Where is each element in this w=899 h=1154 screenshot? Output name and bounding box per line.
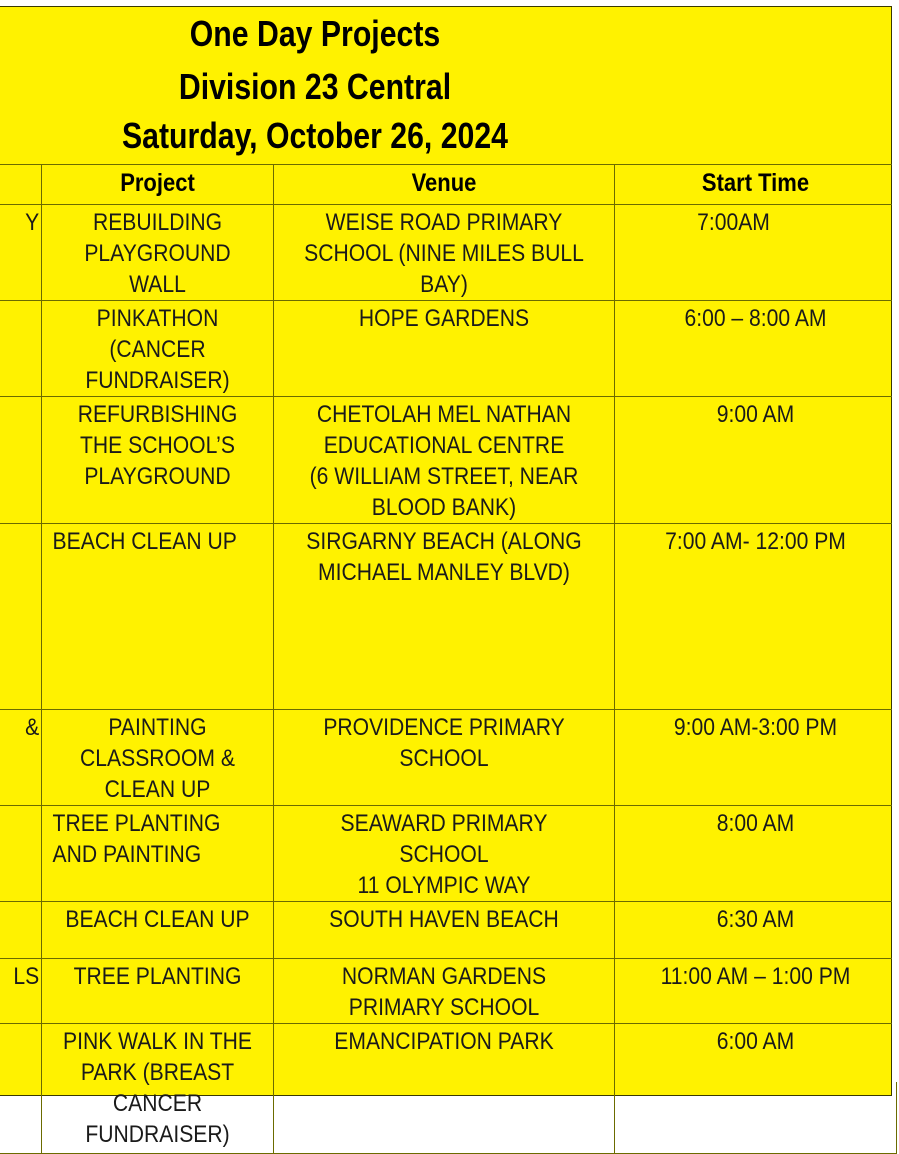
page-margin	[892, 0, 899, 1082]
table-row	[0, 902, 897, 959]
start-time-cell: 8:00 AM	[716, 810, 795, 837]
start-time-cell: 6:00 – 8:00 AM	[684, 305, 827, 332]
table-row	[0, 806, 897, 902]
row-cut-off-text	[0, 902, 41, 904]
project-cell: PINKATHON (CANCER FUNDRAISER)	[85, 305, 230, 394]
table-row	[0, 710, 897, 806]
table-row	[0, 301, 897, 397]
table-row	[0, 524, 897, 710]
row-cut-off-text	[0, 301, 41, 303]
project-cell: TREE PLANTING	[73, 963, 242, 990]
start-time-cell: 9:00 AM-3:00 PM	[673, 714, 838, 741]
project-cell: REFURBISHING THE SCHOOL’S PLAYGROUND	[77, 401, 238, 490]
table-header-row	[0, 165, 897, 205]
project-cell: TREE PLANTING AND PAINTING	[52, 810, 221, 868]
row-cut-off-text	[0, 806, 41, 808]
venue-cell: EMANCIPATION PARK	[334, 1028, 554, 1055]
row-cut-off-text: Y	[25, 209, 40, 236]
venue-cell: SOUTH HAVEN BEACH	[329, 906, 559, 933]
venue-cell: SIRGARNY BEACH (ALONG MICHAEL MANLEY BLVD)	[306, 528, 582, 586]
row-cut-off-text	[0, 1024, 41, 1026]
row-cut-off-text: LS	[13, 963, 40, 990]
header-project: Project	[42, 165, 274, 205]
venue-cell: NORMAN GARDENS PRIMARY SCHOOL	[341, 963, 547, 1021]
header-cut-off	[0, 165, 42, 205]
table-row	[0, 397, 897, 524]
start-time-cell: 11:00 AM – 1:00 PM	[660, 963, 851, 990]
start-time-cell: 6:00 AM	[716, 1028, 795, 1055]
project-cell: REBUILDING PLAYGROUND WALL	[84, 209, 231, 298]
venue-cell: PROVIDENCE PRIMARY SCHOOL	[323, 714, 565, 772]
project-cell: BEACH CLEAN UP	[52, 528, 237, 555]
header-venue: Venue	[274, 165, 615, 205]
venue-cell: HOPE GARDENS	[358, 305, 530, 332]
projects-table	[0, 164, 897, 1154]
venue-cell: SEAWARD PRIMARY SCHOOL 11 OLYMPIC WAY	[340, 810, 548, 899]
venue-cell: WEISE ROAD PRIMARY SCHOOL (NINE MILES BULL BAY)	[304, 209, 584, 298]
start-time-cell: 9:00 AM	[716, 401, 795, 428]
title-line-2: Division 23 Central	[178, 66, 452, 107]
row-cut-off-text	[0, 524, 41, 526]
title-line-1: One Day Projects	[189, 13, 441, 54]
row-cut-off-text	[0, 397, 41, 399]
project-cell: PAINTING CLASSROOM & CLEAN UP	[80, 714, 235, 803]
start-time-cell: 7:00 AM- 12:00 PM	[665, 528, 846, 555]
project-cell: PINK WALK IN THE PARK (BREAST CANCER FUNDRAISER)	[63, 1028, 252, 1148]
header-start-time: Start Time	[615, 165, 897, 205]
venue-cell: CHETOLAH MEL NATHAN EDUCATIONAL CENTRE (6 WILLIAM STREET, NEAR BLOOD BANK)	[309, 401, 579, 521]
table-row	[0, 1024, 897, 1154]
title-line-3: Saturday, October 26, 2024	[121, 115, 509, 156]
flyer-document	[0, 6, 892, 1148]
table-row	[0, 959, 897, 1024]
start-time-cell: 6:30 AM	[716, 906, 795, 933]
project-cell: BEACH CLEAN UP	[65, 906, 250, 933]
start-time-cell: 7:00AM	[697, 209, 770, 236]
table-row	[0, 205, 897, 301]
row-cut-off-text: &	[25, 714, 40, 741]
